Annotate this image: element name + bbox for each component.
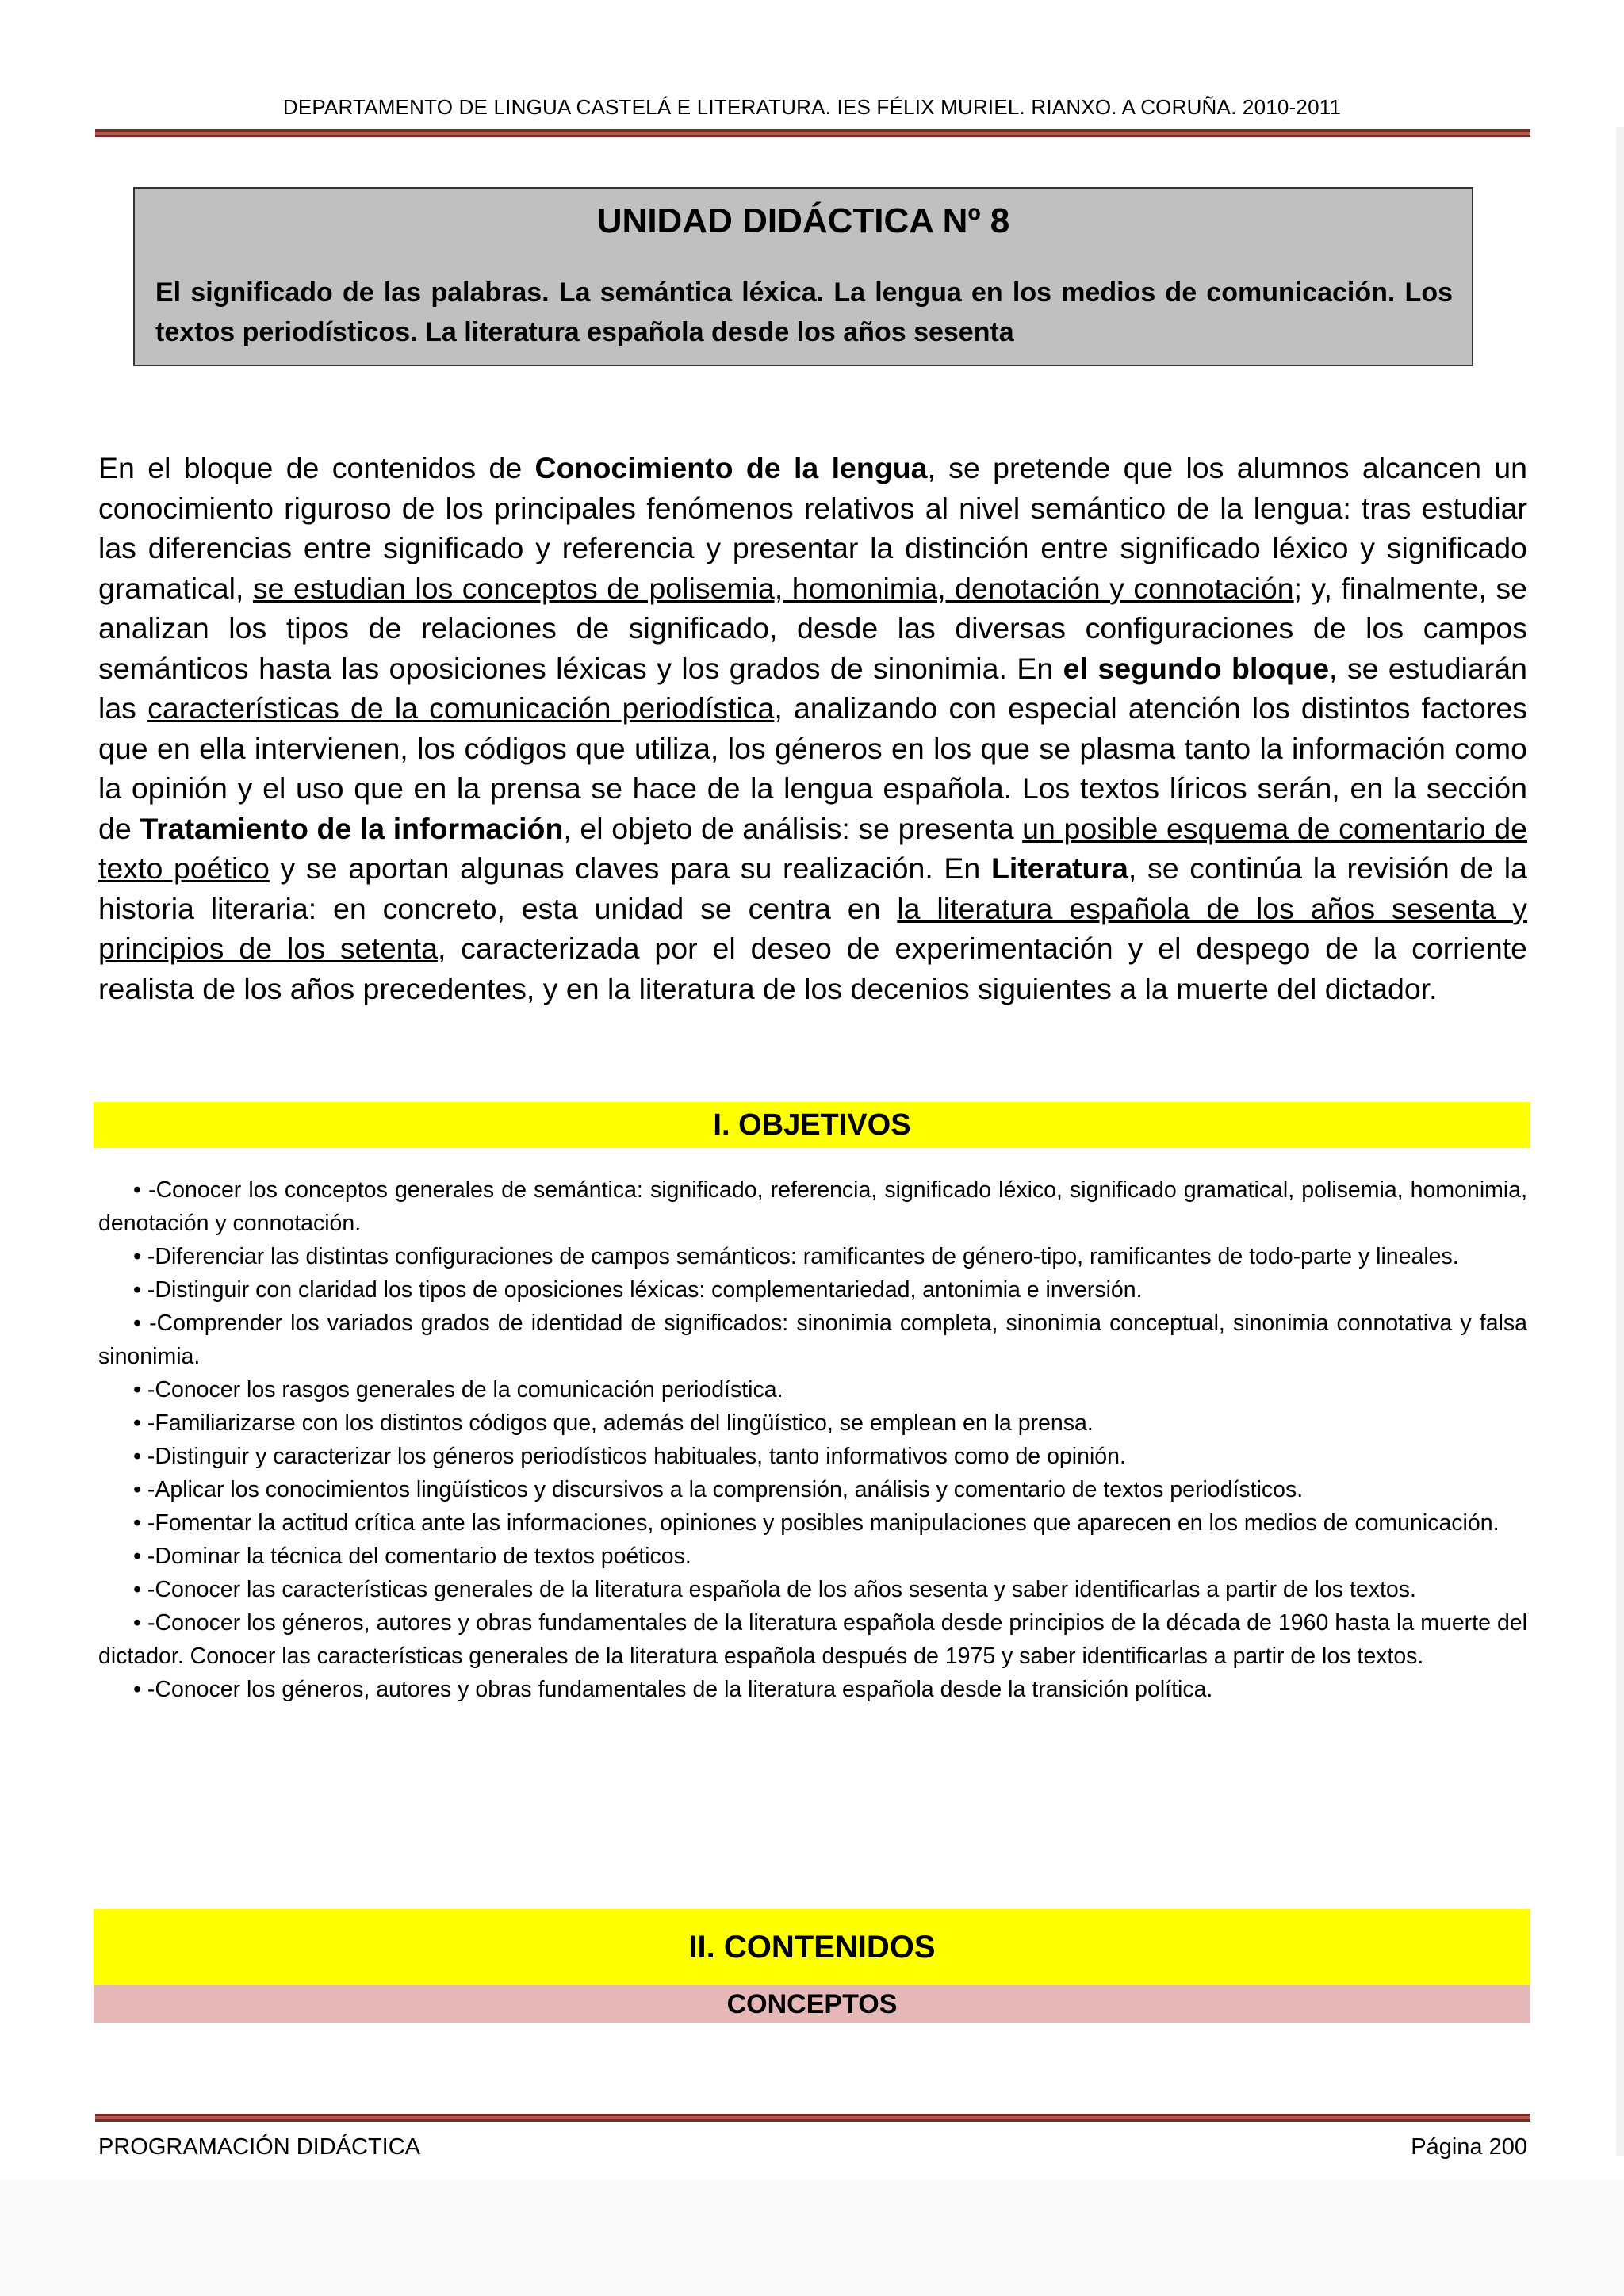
intro-underline: un posible esquema de comentario de texto poético	[98, 811, 1527, 885]
objective-item: • -Distinguir y caracterizar los géneros periodísticos habituales, tanto informativos como de opinión.	[133, 1444, 1126, 1469]
page-number: Página 200	[1411, 2134, 1527, 2160]
header-rule	[95, 129, 1530, 137]
objective-item: • -Aplicar los conocimientos lingüísticos y discursivos a la comprensión, análisis y comentario de textos periodísticos.	[133, 1477, 1304, 1502]
page-header: DEPARTAMENTO DE LINGUA CASTELÁ E LITERATURA. IES FÉLIX MURIEL. RIANXO. A CORUÑA. 2010-2011	[282, 95, 1342, 119]
contents-heading: II. CONTENIDOS	[94, 1909, 1530, 1985]
intro-text: , caracterizada por el deseo de experimentación y el despego de la corriente realista de los años precedentes, y en la literatura de los decenios siguientes a la muerte del dictador.	[98, 932, 1527, 1005]
intro-text: ; y, finalmente, se analizan los tipos de relaciones de significado, desde las diversas configuraciones de los campos semánticos hasta las oposiciones léxicas y los grados de sinonimia. En	[98, 571, 1527, 685]
unit-title: UNIDAD DIDÁCTICA Nº 8	[596, 201, 1010, 240]
intro-bold: el segundo bloque	[1063, 651, 1329, 685]
intro-bold: Conocimiento de la lengua	[534, 451, 928, 484]
objective-item: • -Conocer las características generales de la literatura española de los años sesenta y saber identificarlas a partir de los textos.	[133, 1577, 1416, 1602]
objective-item: • -Familiarizarse con los distintos códigos que, además del lingüístico, se emplean en la prensa.	[133, 1410, 1094, 1436]
concepts-subheading: CONCEPTOS	[94, 1985, 1530, 2023]
intro-text: y se aportan algunas claves para su realización. En	[269, 851, 991, 885]
intro-paragraph	[98, 448, 1527, 1008]
objective-item: • -Conocer los géneros, autores y obras fundamentales de la literatura española desde principios de la década de 1960 hasta la muerte del dictador. Conocer las características generales de la literatura española después de 1975 y saber identificarlas a partir de los textos.	[98, 1610, 1527, 1669]
objective-item: • -Conocer los rasgos generales de la comunicación periodística.	[133, 1377, 783, 1402]
intro-bold: Literatura	[990, 851, 1128, 885]
objective-item: • -Fomentar la actitud crítica ante las informaciones, opiniones y posibles manipulaciones que aparecen en los medios de comunicación.	[133, 1510, 1500, 1536]
objective-item: • -Comprender los variados grados de identidad de significados: sinonimia completa, sinonimia conceptual, sinonimia connotativa y falsa sinonimia.	[98, 1311, 1527, 1369]
intro-underline: la literatura española de los años sesenta y principios de los setenta	[98, 891, 1527, 965]
footer-rule	[95, 2114, 1530, 2122]
objective-item: • -Conocer los conceptos generales de semántica: significado, referencia, significado léxico, significado gramatical, polisemia, homonimia, denotación y connotación.	[98, 1177, 1527, 1236]
intro-underline: se estudian los conceptos de polisemia, homonimia, denotación y connotación	[252, 571, 1294, 605]
objective-item: • -Conocer los géneros, autores y obras fundamentales de la literatura española desde la transición política.	[133, 1677, 1213, 1702]
unit-title-box	[133, 187, 1473, 366]
intro-underline: características de la comunicación periodística	[147, 691, 775, 725]
intro-bold: Tratamiento de la información	[140, 811, 564, 845]
objectives-heading: I. OBJETIVOS	[94, 1102, 1530, 1148]
objective-item: • -Diferenciar las distintas configuraciones de campos semánticos: ramificantes de género-tipo, ramificantes de todo-parte y lineales.	[133, 1244, 1459, 1269]
page-bottom-margin	[0, 2180, 1624, 2296]
intro-text: , se pretende que los alumnos alcancen un conocimiento riguroso de los principales fenómenos relativos al nivel semántico de la lengua: tras estudiar las diferencias entre significado y referencia y presentar la distinción entre significado léxico y significado gramatical,	[98, 451, 1528, 605]
unit-subtitle: El significado de las palabras. La semántica léxica. La lengua en los medios de comunicación. Los textos periodísticos. La literatura española desde los años sesenta	[155, 277, 1453, 347]
objective-item: • -Dominar la técnica del comentario de textos poéticos.	[133, 1544, 691, 1569]
intro-text: , analizando con especial atención los distintos factores que en ella intervienen, los códigos que utiliza, los géneros en los que se plasma tanto la información como la opinión y el uso que en la prensa se hace de la lengua española. Los textos líricos serán, en la sección de	[98, 691, 1527, 845]
intro-text: En el bloque de contenidos de	[98, 451, 535, 484]
intro-text: , se continúa la revisión de la historia literaria: en concreto, esta unidad se centra en	[98, 851, 1527, 925]
footer-title: PROGRAMACIÓN DIDÁCTICA	[98, 2134, 421, 2160]
objective-item: • -Distinguir con claridad los tipos de oposiciones léxicas: complementariedad, antonimia e inversión.	[133, 1277, 1143, 1303]
objectives-list	[98, 1173, 1527, 1706]
page-edge-shadow	[1616, 127, 1624, 2156]
intro-text: , se estudiarán las	[98, 651, 1527, 725]
intro-text: , el objeto de análisis: se presenta	[563, 811, 1023, 845]
